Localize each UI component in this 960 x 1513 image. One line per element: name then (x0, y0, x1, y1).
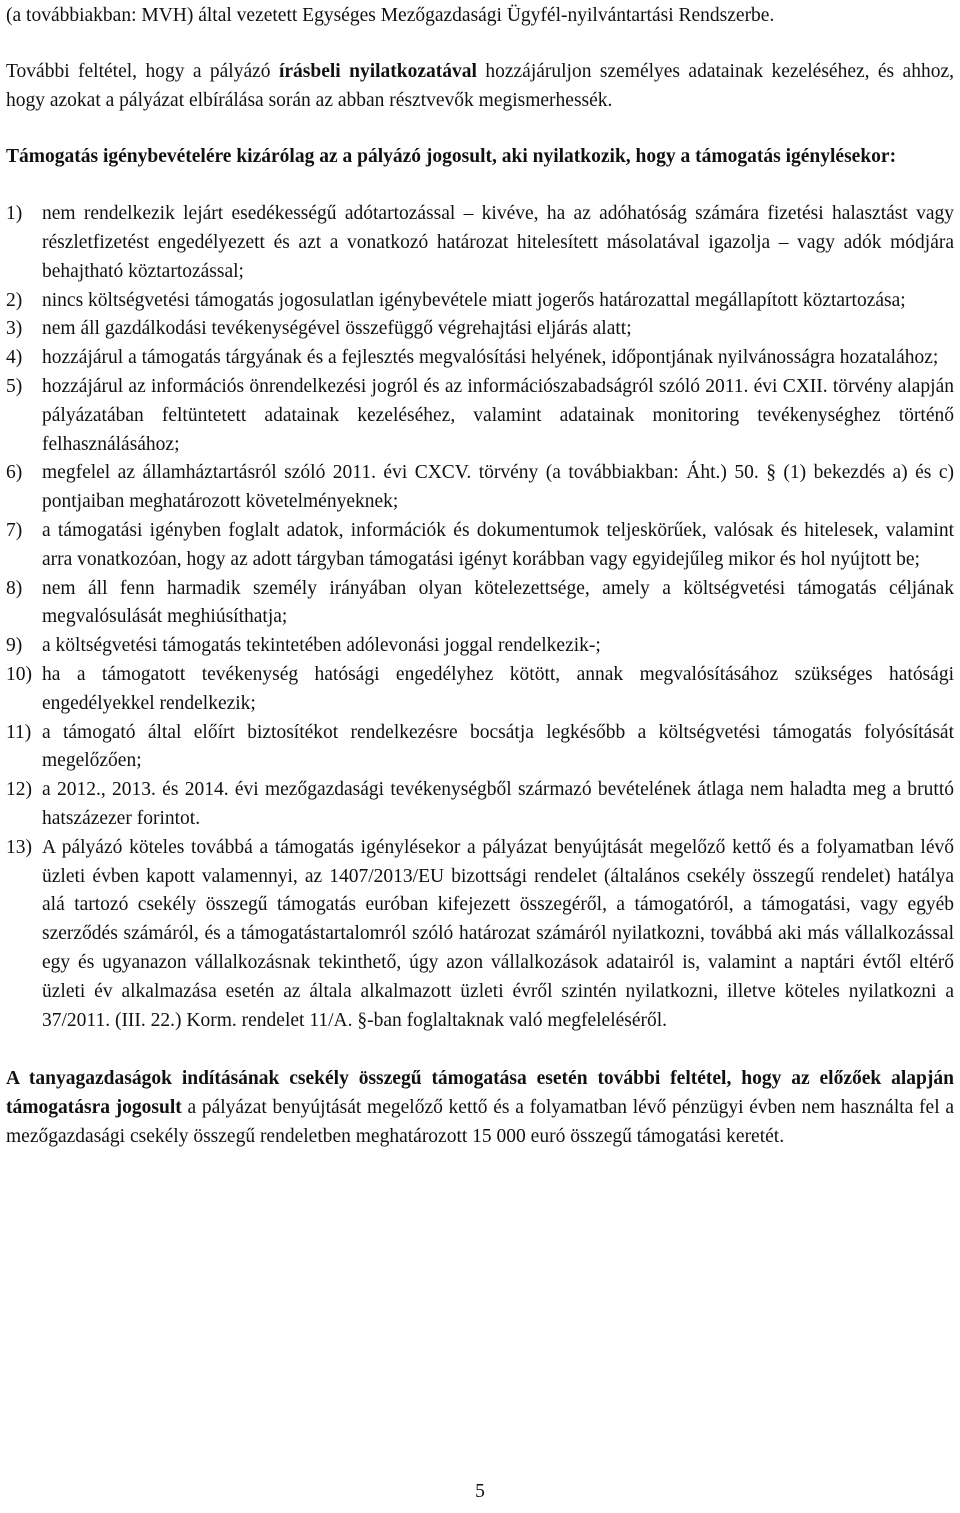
consent-paragraph (6, 58, 954, 116)
eligibility-heading: Támogatás igénybevételére kizárólag az a pályázó jogosult, aki nyilatkozik, hogy a támogatás igénylésekor: (6, 146, 897, 168)
farm-startup-text-bold: A tanyagazdaságok indításának csekély összegű támogatása esetén további feltétel, hogy az előzőek alapján támogatásra jogosult (6, 1068, 954, 1119)
list-item-number: 11) (6, 721, 32, 743)
list-item-number: 13) (6, 836, 32, 858)
list-item-text: hozzájárul a támogatás tárgyának és a fejlesztés megvalósítási helyének, időpontjának nyilvánosságra hozatalához; (42, 347, 939, 369)
list-item (6, 459, 954, 517)
document-page (6, 0, 954, 1152)
list-item-number: 5) (6, 375, 23, 397)
list-item (6, 632, 954, 661)
list-item-number: 12) (6, 779, 32, 801)
list-item-text: nem áll gazdálkodási tevékenységével összefüggő végrehajtási eljárás alatt; (42, 318, 632, 340)
consent-text-before: További feltétel, hogy a pályázó (6, 60, 279, 82)
list-item-text: nem áll fenn harmadik személy irányában olyan kötelezettsége, amely a költségvetési támogatás céljának megvalósulását meghiúsíthatja; (42, 577, 954, 628)
list-item-text: A pályázó köteles továbbá a támogatás igénylésekor a pályázat benyújtását megelőző kettő és a folyamatban lévő üzleti évben kapott valamennyi, az 1407/2013/EU bizottsági rendelet (általános csekély összegű rendelet) hatálya alá tartozó csekély összegű támogatás euróban kifejezett összegéről, a támogatóról, a támogatási, vagy egyéb szerződés számáról, és a támogatástartalomról szóló határozat számáról nyilatkozni, továbbá aki más vállalkozással egy és ugyanazon vállalkozásnak tekinthető, úgy azon vállalkozások adatairól is, valamint a naptári évtől eltérő üzleti év alkalmazása esetén az általa alkalmazott üzleti évről szintén nyilatkozni, illetve köteles nyilatkozni a 37/2011. (III. 22.) Korm. rendelet 11/A. §-ban foglaltaknak való megfeleléséről. (42, 836, 954, 1031)
consent-text-bold: írásbeli nyilatkozatával (278, 60, 477, 82)
farm-startup-paragraph (6, 1065, 954, 1151)
list-item-text: a támogató által előírt biztosítékot rendelkezésre bocsátja legkésőbb a költségvetési támogatás folyósítását megelőzően; (42, 721, 954, 772)
list-item (6, 776, 954, 834)
list-item-number: 6) (6, 462, 23, 484)
list-item (6, 661, 954, 719)
list-item-number: 10) (6, 663, 32, 685)
list-item-number: 7) (6, 519, 23, 541)
list-item-text: a támogatási igényben foglalt adatok, információk és dokumentumok teljeskörűek, valósak és hitelesek, valamint arra vonatkozóan, hogy az adott tárgyban támogatási igényt korábban vagy egyidejűleg mikor és hol nyújtott be; (42, 519, 954, 570)
list-item (6, 287, 954, 316)
list-item (6, 834, 954, 1036)
list-item-text: ha a támogatott tevékenység hatósági engedélyhez kötött, annak megvalósításához szükséges hatósági engedélyekkel rendelkezik; (42, 663, 954, 714)
consent-text-after: hozzájáruljon személyes adatainak kezeléséhez, és ahhoz, hogy azokat a pályázat elbírálása során az abban résztvevők megismerhessék. (6, 60, 954, 111)
list-item-text: a költségvetési támogatás tekintetében adólevonási joggal rendelkezik-; (42, 635, 601, 657)
list-item-text: nincs költségvetési támogatás jogosulatlan igénybevétele miatt jogerős határozattal megállapított köztartozása; (42, 289, 906, 311)
list-item (6, 575, 954, 633)
list-item (6, 315, 954, 344)
list-item-number: 9) (6, 635, 23, 657)
list-item-text: hozzájárul az információs önrendelkezési jogról és az információszabadságról szóló 2011. évi CXII. törvény alapján pályázatában feltüntetett adatainak kezeléséhez, valamint adatainak monitoring tevékenységhez történő felhasználásához; (42, 375, 954, 455)
farm-startup-text-after: a pályázat benyújtását megelőző kettő és a folyamatban lévő pénzügyi évben nem használta fel a mezőgazdasági csekély összegű rendeletben meghatározott 15 000 euró összegű támogatási keretét. (6, 1097, 954, 1147)
list-item-number: 1) (6, 203, 23, 225)
eligibility-conditions-list (6, 200, 954, 1035)
list-item-text: nem rendelkezik lejárt esedékességű adótartozással – kivéve, ha az adóhatóság számára fizetési halasztást vagy részletfizetést engedélyezett és azt a vonatkozó határozat hitelesített másolatával igazolja – vagy adók módjára behajtható köztartozással; (42, 203, 954, 282)
list-item-number: 8) (6, 577, 23, 599)
list-item-text: a 2012., 2013. és 2014. évi mezőgazdasági tevékenységből származó bevételének átlaga nem haladta meg a bruttó hatszázezer forintot. (42, 779, 954, 829)
list-item (6, 200, 954, 286)
list-item-number: 4) (6, 347, 23, 369)
intro-continuation: (a továbbiakban: MVH) által vezetett Egységes Mezőgazdasági Ügyfél-nyilvántartási Rendszerbe. (6, 5, 775, 26)
list-item (6, 344, 954, 373)
list-item (6, 373, 954, 459)
list-item-number: 2) (6, 289, 23, 311)
list-item (6, 517, 954, 575)
list-item (6, 719, 954, 777)
list-item-text: megfelel az államháztartásról szóló 2011. évi CXCV. törvény (a továbbiakban: Áht.) 50. § (1) bekezdés a) és c) pontjaiban meghatározott követelményeknek; (42, 462, 954, 513)
page-number: 5 (475, 1481, 485, 1502)
list-item-number: 3) (6, 318, 23, 340)
